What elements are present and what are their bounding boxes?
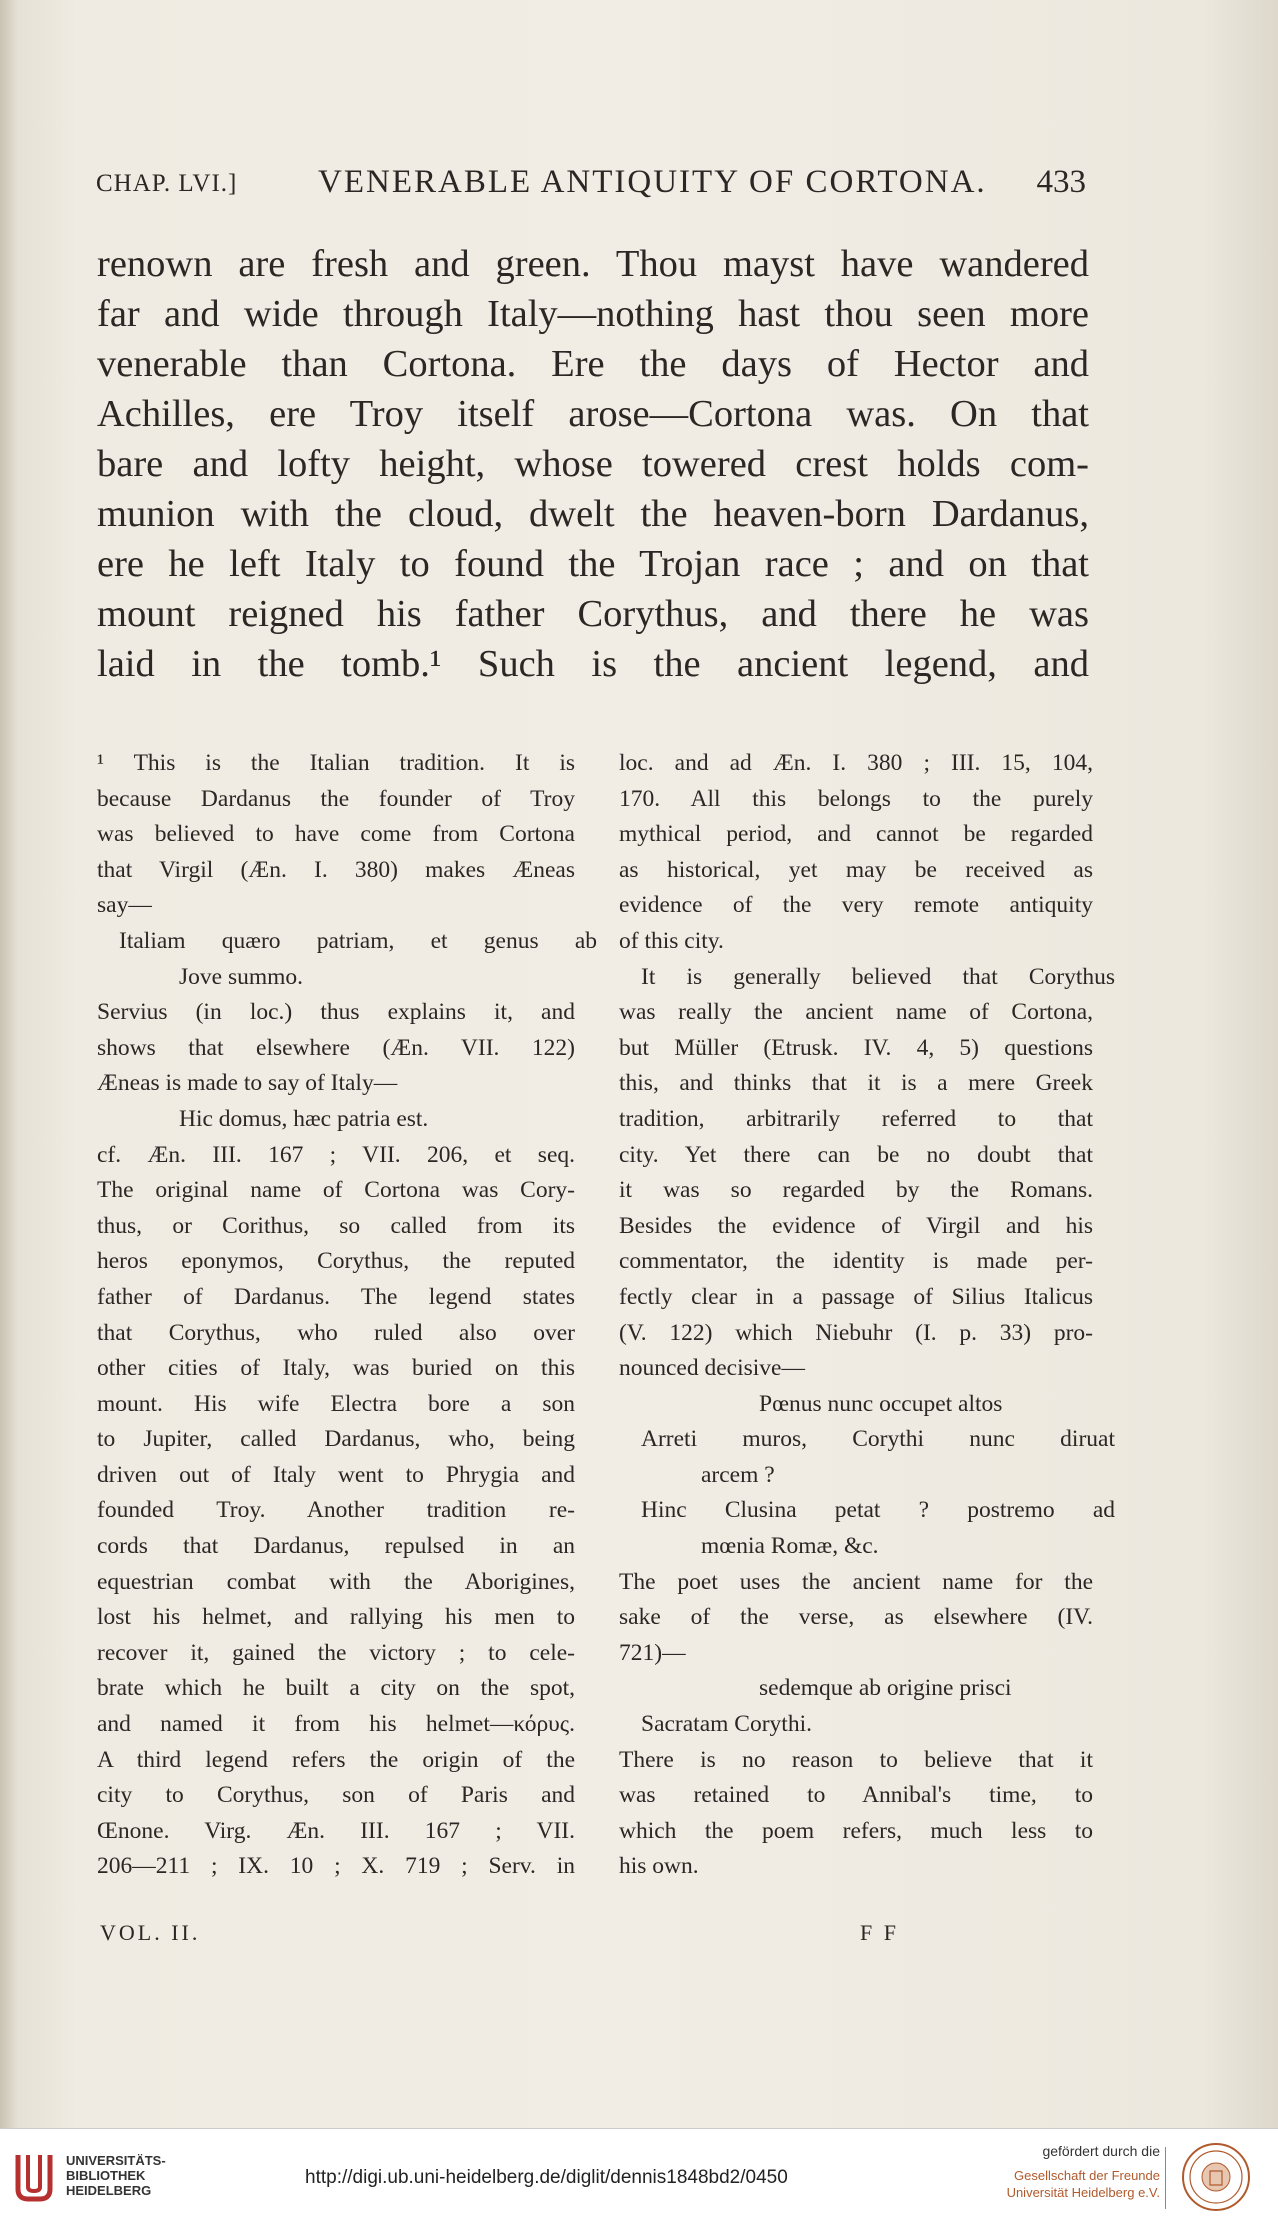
footnote-line: Hinc Clusina petat ? postremo ad — [641, 1497, 1115, 1524]
footnote-line: that Corythus, who ruled also over — [97, 1319, 575, 1346]
footer-divider — [1165, 2147, 1166, 2209]
footnote-column-right — [619, 746, 1115, 1885]
digitization-footer-bar — [0, 2128, 1278, 2224]
footnote-line: mythical period, and cannot be regarded — [619, 821, 1093, 848]
main-text-line: mount reigned his father Corythus, and there he was — [97, 593, 1089, 635]
footnote-line: The original name of Cortona was Cory- — [97, 1177, 575, 1204]
footnote-line: (V. 122) which Niebuhr (I. p. 33) pro- — [619, 1319, 1093, 1346]
library-name-line: UNIVERSITÄTS- — [66, 2153, 166, 2168]
footnote-line: this, and thinks that it is a mere Greek — [619, 1070, 1093, 1097]
footnote-line: It is generally believed that Corythus — [641, 963, 1115, 990]
footnote-line: Servius (in loc.) thus explains it, and — [97, 999, 575, 1026]
main-text-line: laid in the tomb.¹ Such is the ancient legend, and — [97, 643, 1089, 685]
footnote-line: father of Dardanus. The legend states — [97, 1283, 575, 1310]
footnote-line: other cities of Italy, was buried on this — [97, 1355, 575, 1382]
footnote-line: to Jupiter, called Dardanus, who, being — [97, 1426, 575, 1453]
footnote-line: Œnone. Virg. Æn. III. 167 ; VII. — [97, 1817, 575, 1844]
footnote-line: and named it from his helmet—κόρυς. — [97, 1711, 575, 1738]
footnote-line: was retained to Annibal's time, to — [619, 1782, 1093, 1809]
footnote-line: it was so regarded by the Romans. — [619, 1177, 1093, 1204]
footnote-line: shows that elsewhere (Æn. VII. 122) — [97, 1034, 575, 1061]
sponsor-org-line2: Universität Heidelberg e.V. — [1006, 2185, 1160, 2200]
footnote-line: 721)— — [619, 1639, 686, 1666]
footnote-line: say— — [97, 892, 152, 919]
footnote-line: city to Corythus, son of Paris and — [97, 1782, 575, 1809]
permalink-url[interactable]: http://digi.ub.uni-heidelberg.de/diglit/dennis1848bd2/0450 — [305, 2167, 788, 2188]
footnote-line: Besides the evidence of Virgil and his — [619, 1212, 1093, 1239]
main-text-line: ere he left Italy to found the Trojan race ; and on that — [97, 543, 1089, 585]
footnote-line: was really the ancient name of Cortona, — [619, 999, 1093, 1026]
footnote-line: evidence of the very remote antiquity — [619, 892, 1093, 919]
footnote-line: ¹ This is the Italian tradition. It is — [97, 750, 575, 776]
footnote-column-left — [97, 746, 597, 1885]
main-text-line: far and wide through Italy—nothing hast thou seen more — [97, 293, 1089, 335]
main-text-line: munion with the cloud, dwelt the heaven-born Dardanus, — [97, 493, 1089, 535]
footnote-line: recover it, gained the victory ; to cele- — [97, 1639, 575, 1666]
footnote-line: his own. — [619, 1853, 699, 1880]
footnote-line: sedemque ab origine prisci — [759, 1675, 1012, 1702]
footnote-line: commentator, the identity is made per- — [619, 1248, 1093, 1275]
footnote-line: was believed to have come from Cortona — [97, 821, 575, 848]
main-text-line: renown are fresh and green. Thou mayst have wandered — [97, 243, 1089, 285]
university-seal-icon — [1180, 2141, 1252, 2213]
library-name-line: BIBLIOTHEK — [66, 2168, 146, 2183]
footnote-line: of this city. — [619, 927, 724, 954]
footnote-line: driven out of Italy went to Phrygia and — [97, 1461, 575, 1488]
footnote-line: which the poem refers, much less to — [619, 1817, 1093, 1844]
footnote-line: Æneas is made to say of Italy— — [97, 1070, 398, 1097]
footnote-line: nounced decisive— — [619, 1355, 805, 1382]
footnote-line: Sacratam Corythi. — [641, 1711, 812, 1738]
footnote-line: Pœnus nunc occupet altos — [759, 1390, 1003, 1417]
footnote-line: cf. Æn. III. 167 ; VII. 206, et seq. — [97, 1141, 575, 1168]
university-library-logo-icon — [12, 2149, 56, 2205]
page-edge-shadow — [0, 0, 18, 2128]
footnote-line: loc. and ad Æn. I. 380 ; III. 15, 104, — [619, 750, 1093, 776]
running-header — [96, 164, 1086, 204]
main-text-block — [97, 239, 1089, 689]
main-text-line: bare and lofty height, whose towered crest holds com- — [97, 443, 1089, 485]
main-text-line: venerable than Cortona. Ere the days of Hector and — [97, 343, 1089, 385]
footnote-line: as historical, yet may be received as — [619, 856, 1093, 883]
footnote-line: equestrian combat with the Aborigines, — [97, 1568, 575, 1595]
volume-mark: VOL. II. — [100, 1920, 201, 1945]
sponsor-lead: gefördert durch die — [1042, 2143, 1160, 2159]
footnote-line: 206—211 ; IX. 10 ; X. 719 ; Serv. in — [97, 1853, 575, 1880]
sponsor-org-line1: Gesellschaft der Freunde — [1014, 2168, 1160, 2183]
footnote-line: heros eponymos, Corythus, the reputed — [97, 1248, 575, 1275]
sheet-mark: F F — [860, 1920, 899, 1945]
footnote-line: The poet uses the ancient name for the — [619, 1568, 1093, 1595]
footnote-line: Italiam quæro patriam, et genus ab — [119, 927, 597, 954]
footnote-line: tradition, arbitrarily referred to that — [619, 1105, 1093, 1132]
main-text-line: Achilles, ere Troy itself arose—Cortona was. On that — [97, 393, 1089, 435]
footnote-line: but Müller (Etrusk. IV. 4, 5) questions — [619, 1034, 1093, 1061]
footnote-line: sake of the verse, as elsewhere (IV. — [619, 1604, 1093, 1631]
chapter-label: CHAP. LVI.] — [96, 170, 238, 197]
footnote-line: mount. His wife Electra bore a son — [97, 1390, 575, 1417]
footnote-line: city. Yet there can be no doubt that — [619, 1141, 1093, 1168]
library-name — [66, 2153, 166, 2198]
footnote-line: A third legend refers the origin of the — [97, 1746, 575, 1773]
footnote-line: Hic domus, hæc patria est. — [179, 1105, 429, 1132]
footnote-line: fectly clear in a passage of Silius Italicus — [619, 1283, 1093, 1310]
footnote-line: cords that Dardanus, repulsed in an — [97, 1533, 575, 1560]
footnote-line: founded Troy. Another tradition re- — [97, 1497, 575, 1524]
page-number: 433 — [1036, 164, 1086, 200]
footnote-line: brate which he built a city on the spot, — [97, 1675, 575, 1702]
footnote-line: lost his helmet, and rallying his men to — [97, 1604, 575, 1631]
footnote-line: 170. All this belongs to the purely — [619, 785, 1093, 812]
footnote-line: because Dardanus the founder of Troy — [97, 785, 575, 812]
footnote-line: Jove summo. — [179, 963, 304, 990]
footnote-line: that Virgil (Æn. I. 380) makes Æneas — [97, 856, 575, 883]
footnote-line: mœnia Romæ, &c. — [701, 1533, 879, 1560]
footnote-line: There is no reason to believe that it — [619, 1746, 1093, 1773]
library-name-line: HEIDELBERG — [66, 2183, 152, 2198]
footnote-line: arcem ? — [701, 1461, 775, 1488]
sponsor-credit — [960, 2143, 1160, 2201]
footnote-line: Arreti muros, Corythi nunc diruat — [641, 1426, 1115, 1453]
footnote-line: thus, or Corithus, so called from its — [97, 1212, 575, 1239]
running-title: VENERABLE ANTIQUITY OF CORTONA. — [318, 164, 987, 200]
